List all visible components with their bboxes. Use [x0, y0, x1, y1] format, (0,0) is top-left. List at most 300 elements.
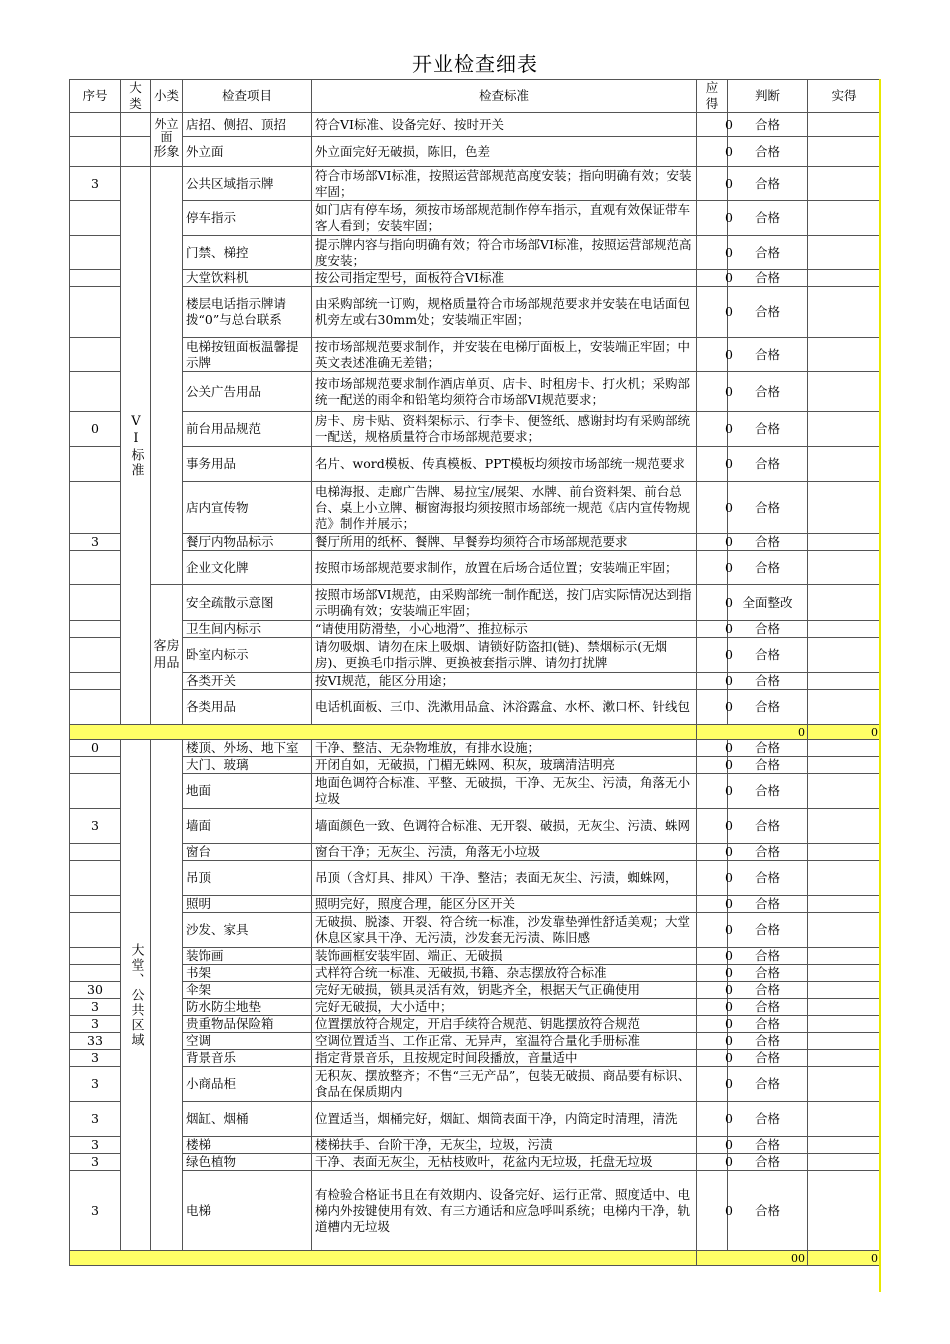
row-item: 外立面: [183, 137, 312, 167]
table-row: [70, 1033, 881, 1050]
row-score: 0: [697, 201, 728, 236]
row-judge: 合格: [728, 1137, 808, 1154]
row-standard: 按照市场部规范要求制作，放置在后场合适位置；安装端正牢固；: [312, 551, 697, 585]
row-actual: [808, 287, 881, 338]
row-score: 0: [697, 137, 728, 167]
row-item: 卫生间内标示: [183, 621, 312, 638]
row-actual: [808, 201, 881, 236]
header-item: 检查项目: [183, 80, 312, 113]
row-item: 餐厅内物品标示: [183, 534, 312, 551]
subcategory-image: [151, 113, 183, 167]
row-item: 墙面: [183, 809, 312, 844]
subtotal-row: [70, 1251, 881, 1266]
category-empty: [121, 113, 151, 137]
row-seq: [70, 338, 121, 372]
row-item: 小商品柜: [183, 1067, 312, 1102]
row-seq: 0: [70, 412, 121, 447]
row-judge: 合格: [728, 638, 808, 673]
row-seq: 30: [70, 982, 121, 999]
category-vi: VI标准: [121, 167, 151, 725]
row-actual: [808, 1033, 881, 1050]
table-row: [70, 913, 881, 948]
row-actual: [808, 948, 881, 965]
row-score: 0: [697, 844, 728, 861]
row-standard: 完好无破损，锁具灵活有效，钥匙齐全，根据天气正确使用: [312, 982, 697, 999]
row-judge: 合格: [728, 113, 808, 137]
row-score: 0: [697, 861, 728, 896]
row-score: 0: [697, 412, 728, 447]
row-standard: 有检验合格证书且在有效期内、设备完好、运行正常、照度适中、电梯内外按键使用有效、有三方通话和应急呼叫系统；电梯内干净，轨道槽内无垃圾: [312, 1171, 697, 1251]
row-judge: 合格: [728, 201, 808, 236]
row-seq: [70, 270, 121, 287]
row-standard: 房卡、房卡贴、资料架标示、行李卡、便签纸、感谢封均有采购部统一配送，规格质量符合市场部规范要求；: [312, 412, 697, 447]
row-judge: 合格: [728, 1050, 808, 1067]
row-judge: 合格: [728, 844, 808, 861]
header-category: 大类: [121, 80, 151, 113]
row-judge: 合格: [728, 1067, 808, 1102]
subcategory-room: 客房用品: [151, 585, 183, 725]
row-seq: 0: [70, 740, 121, 757]
row-score: 0: [697, 774, 728, 809]
row-score: 0: [697, 236, 728, 270]
table-row: [70, 1050, 881, 1067]
inspection-table: [69, 79, 881, 1266]
row-score: 0: [697, 673, 728, 690]
subcategory-empty: [151, 740, 183, 1251]
table-row: [70, 1102, 881, 1137]
row-score: 0: [697, 551, 728, 585]
table-row: [70, 534, 881, 551]
row-standard: 按照市场部VI规范，由采购部统一制作配送，按门店实际情况达到指示明确有效；安装端正牢固；: [312, 585, 697, 621]
row-judge: 合格: [728, 757, 808, 774]
row-seq: [70, 447, 121, 482]
row-item: 前台用品规范: [183, 412, 312, 447]
row-judge: 合格: [728, 1171, 808, 1251]
subcategory-empty: [151, 167, 183, 585]
row-seq: 3: [70, 1137, 121, 1154]
header-row: [70, 80, 881, 113]
row-actual: [808, 113, 881, 137]
row-actual: [808, 913, 881, 948]
row-judge: 合格: [728, 1016, 808, 1033]
table-row: [70, 861, 881, 896]
row-standard: 符合VI标准、设备完好、按时开关: [312, 113, 697, 137]
row-judge: 合格: [728, 913, 808, 948]
row-standard: 开闭自如，无破损，门楣无蛛网、积灰，玻璃清洁明亮: [312, 757, 697, 774]
row-seq: [70, 287, 121, 338]
row-standard: 墙面颜色一致、色调符合标准、无开裂、破损，无灰尘、污渍、蛛网: [312, 809, 697, 844]
row-judge: 合格: [728, 621, 808, 638]
row-score: 0: [697, 447, 728, 482]
row-item: 贵重物品保险箱: [183, 1016, 312, 1033]
row-seq: 3: [70, 1102, 121, 1137]
header-subcategory: 小类: [151, 80, 183, 113]
row-actual: [808, 1171, 881, 1251]
row-actual: [808, 896, 881, 913]
row-judge: 合格: [728, 482, 808, 534]
row-judge: 合格: [728, 965, 808, 982]
row-judge: 合格: [728, 948, 808, 965]
table-row: [70, 844, 881, 861]
table-row: [70, 1154, 881, 1171]
row-standard: 由采购部统一订购，规格质量符合市场部规范要求并安装在电话面包机旁左或右30mm处；安装端正牢固；: [312, 287, 697, 338]
row-standard: 如门店有停车场，须按市场部规范制作停车指示，直观有效保证带车客人看到；安装牢固；: [312, 201, 697, 236]
subtotal-spacer: [70, 725, 697, 740]
row-seq: 3: [70, 999, 121, 1016]
row-score: 0: [697, 113, 728, 137]
row-item: 空调: [183, 1033, 312, 1050]
row-judge: 合格: [728, 338, 808, 372]
table-row: [70, 740, 881, 757]
row-actual: [808, 638, 881, 673]
subcategory-image-label: 形象: [153, 145, 180, 160]
row-score: 0: [697, 690, 728, 725]
row-score: 0: [697, 287, 728, 338]
table-row: [70, 809, 881, 844]
row-actual: [808, 1102, 881, 1137]
row-seq: [70, 913, 121, 948]
row-seq: [70, 774, 121, 809]
row-standard: 电话机面板、三巾、洗漱用品盒、沐浴露盒、水杯、漱口杯、针线包: [312, 690, 697, 725]
row-seq: [70, 621, 121, 638]
category-empty: [121, 137, 151, 167]
row-standard: 无破损、脱漆、开裂、符合统一标准，沙发靠垫弹性舒适美观；大堂休息区家具干净、无污渍，沙发套无污渍、陈旧感: [312, 913, 697, 948]
row-judge: 合格: [728, 809, 808, 844]
row-item: 照明: [183, 896, 312, 913]
row-score: 0: [697, 740, 728, 757]
row-standard: 名片、word模板、传真模板、PPT模板均须按市场部统一规范要求: [312, 447, 697, 482]
row-seq: [70, 551, 121, 585]
row-score: 0: [697, 896, 728, 913]
row-standard: 楼梯扶手、台阶干净，无灰尘，垃圾，污渍: [312, 1137, 697, 1154]
table-row: [70, 1171, 881, 1251]
table-row: [70, 447, 881, 482]
table-row: [70, 896, 881, 913]
row-seq: 3: [70, 1016, 121, 1033]
row-standard: 提示牌内容与指向明确有效；符合市场部VI标准，按照运营部规范高度安装；: [312, 236, 697, 270]
table-row: [70, 338, 881, 372]
row-judge: 合格: [728, 287, 808, 338]
row-score: 0: [697, 999, 728, 1016]
row-score: 0: [697, 534, 728, 551]
row-judge: 合格: [728, 896, 808, 913]
row-seq: [70, 638, 121, 673]
row-judge: 合格: [728, 1154, 808, 1171]
header-standard: 检查标准: [312, 80, 697, 113]
row-item: 装饰画: [183, 948, 312, 965]
row-item: 沙发、家具: [183, 913, 312, 948]
row-judge: 全面整改: [728, 585, 808, 621]
row-item: 大堂饮料机: [183, 270, 312, 287]
table-row: [70, 201, 881, 236]
row-item: 电梯: [183, 1171, 312, 1251]
row-standard: 请勿吸烟、请勿在床上吸烟、请锁好防盗扣(链)、禁烟标示(无烟房)、更换毛巾指示牌、更换被套指示牌、请勿打扰牌: [312, 638, 697, 673]
row-seq: [70, 861, 121, 896]
row-seq: [70, 673, 121, 690]
table-row: [70, 1137, 881, 1154]
row-seq: [70, 137, 121, 167]
row-item: 楼顶、外场、地下室: [183, 740, 312, 757]
row-seq: [70, 965, 121, 982]
row-seq: 3: [70, 1050, 121, 1067]
row-item: 防水防尘地垫: [183, 999, 312, 1016]
row-seq: [70, 372, 121, 412]
table-row: [70, 137, 881, 167]
row-standard: 按市场部规范要求制作酒店单页、店卡、时租房卡、打火机；采购部统一配送的雨伞和铅笔均须符合市场部VI规范要求；: [312, 372, 697, 412]
row-item: 电梯按钮面板温馨提示牌: [183, 338, 312, 372]
row-judge: 合格: [728, 861, 808, 896]
subtotal-actual: 0: [808, 725, 881, 740]
row-score: 0: [697, 638, 728, 673]
row-judge: 合格: [728, 447, 808, 482]
row-seq: [70, 482, 121, 534]
row-item: 安全疏散示意图: [183, 585, 312, 621]
row-item: 楼梯: [183, 1137, 312, 1154]
row-actual: [808, 740, 881, 757]
row-item: 绿色植物: [183, 1154, 312, 1171]
row-seq: 3: [70, 809, 121, 844]
row-actual: [808, 338, 881, 372]
row-standard: 按公司指定型号，面板符合VI标准: [312, 270, 697, 287]
row-score: 0: [697, 1171, 728, 1251]
row-seq: [70, 757, 121, 774]
row-standard: 地面色调符合标准、平整、无破损，干净、无灰尘、污渍，角落无小垃圾: [312, 774, 697, 809]
row-seq: [70, 948, 121, 965]
subtotal-row: [70, 725, 881, 740]
row-item: 店招、侧招、顶招: [183, 113, 312, 137]
row-score: 0: [697, 270, 728, 287]
row-seq: [70, 201, 121, 236]
row-score: 0: [697, 757, 728, 774]
row-score: 0: [697, 1154, 728, 1171]
row-item: 伞架: [183, 982, 312, 999]
header-judge: 判断: [728, 80, 808, 113]
table-row: [70, 287, 881, 338]
row-actual: [808, 167, 881, 201]
header-seq: 序号: [70, 80, 121, 113]
table-row: [70, 999, 881, 1016]
table-row: [70, 965, 881, 982]
table-row: [70, 757, 881, 774]
row-score: 0: [697, 982, 728, 999]
subtotal-score: 00: [697, 1251, 808, 1266]
row-standard: 位置摆放符合规定，开启手续符合规范、钥匙摆放符合规范: [312, 1016, 697, 1033]
subcategory-facade-label: 外立面: [154, 117, 179, 144]
row-judge: 合格: [728, 412, 808, 447]
row-score: 0: [697, 585, 728, 621]
row-score: 0: [697, 1016, 728, 1033]
header-actual: 实得: [808, 80, 881, 113]
row-seq: [70, 690, 121, 725]
row-score: 0: [697, 1137, 728, 1154]
row-judge: 合格: [728, 982, 808, 999]
row-actual: [808, 673, 881, 690]
row-standard: 位置适当，烟桶完好，烟缸、烟筒表面干净，内筒定时清理，清洗: [312, 1102, 697, 1137]
row-score: 0: [697, 1050, 728, 1067]
row-standard: 吊顶（含灯具、排风）干净、整洁；表面无灰尘、污渍，蜘蛛网，: [312, 861, 697, 896]
row-actual: [808, 965, 881, 982]
row-judge: 合格: [728, 999, 808, 1016]
row-judge: 合格: [728, 673, 808, 690]
row-actual: [808, 861, 881, 896]
row-actual: [808, 1137, 881, 1154]
subtotal-score: 0: [697, 725, 808, 740]
row-actual: [808, 999, 881, 1016]
row-item: 窗台: [183, 844, 312, 861]
row-standard: 按市场部规范要求制作，并安装在电梯厅面板上，安装端正牢固；中英文表述准确无差错；: [312, 338, 697, 372]
row-item: 店内宣传物: [183, 482, 312, 534]
row-judge: 合格: [728, 551, 808, 585]
row-judge: 合格: [728, 236, 808, 270]
table-row: [70, 638, 881, 673]
table-row: [70, 774, 881, 809]
row-standard: 装饰画框安装牢固、端正、无破损: [312, 948, 697, 965]
row-score: 0: [697, 167, 728, 201]
row-item: 停车指示: [183, 201, 312, 236]
row-score: 0: [697, 948, 728, 965]
table-row: [70, 690, 881, 725]
header-score: 应得: [697, 80, 728, 113]
row-seq: [70, 113, 121, 137]
row-actual: [808, 447, 881, 482]
row-score: 0: [697, 809, 728, 844]
row-standard: 空调位置适当、工作正常、无异声，室温符合量化手册标准: [312, 1033, 697, 1050]
row-actual: [808, 844, 881, 861]
row-item: 公共区域指示牌: [183, 167, 312, 201]
row-item: 卧室内标示: [183, 638, 312, 673]
row-actual: [808, 137, 881, 167]
row-actual: [808, 982, 881, 999]
row-seq: 3: [70, 534, 121, 551]
category-lobby: 大堂、公共区域: [121, 740, 151, 1251]
table-row: [70, 673, 881, 690]
row-seq: [70, 585, 121, 621]
row-standard: 窗台干净；无灰尘、污渍，角落无小垃圾: [312, 844, 697, 861]
table-row: [70, 372, 881, 412]
row-standard: 干净、表面无灰尘，无枯枝败叶，花盆内无垃圾，托盘无垃圾: [312, 1154, 697, 1171]
table-row: [70, 1016, 881, 1033]
row-actual: [808, 534, 881, 551]
row-standard: 按VI规范，能区分用途；: [312, 673, 697, 690]
table-row: [70, 236, 881, 270]
page-title: 开业检查细表: [412, 52, 538, 76]
table-row: [70, 551, 881, 585]
row-item: 事务用品: [183, 447, 312, 482]
row-item: 各类开关: [183, 673, 312, 690]
row-standard: “请使用防滑垫，小心地滑”、推拉标示: [312, 621, 697, 638]
row-item: 背景音乐: [183, 1050, 312, 1067]
row-judge: 合格: [728, 740, 808, 757]
row-seq: 3: [70, 167, 121, 201]
row-actual: [808, 1154, 881, 1171]
row-standard: 餐厅所用的纸杯、餐牌、早餐券均须符合市场部规范要求: [312, 534, 697, 551]
table-row: [70, 482, 881, 534]
row-standard: 指定背景音乐，且按规定时间段播放，音量适中: [312, 1050, 697, 1067]
row-item: 各类用品: [183, 690, 312, 725]
row-judge: 合格: [728, 1102, 808, 1137]
row-score: 0: [697, 965, 728, 982]
row-seq: 3: [70, 1171, 121, 1251]
row-item: 企业文化牌: [183, 551, 312, 585]
row-item: 楼层电话指示牌请拨“0”与总台联系: [183, 287, 312, 338]
row-seq: [70, 844, 121, 861]
row-standard: 外立面完好无破损，陈旧，色差: [312, 137, 697, 167]
row-score: 0: [697, 1102, 728, 1137]
row-standard: 式样符合统一标准、无破损,书籍、杂志摆放符合标准: [312, 965, 697, 982]
row-actual: [808, 482, 881, 534]
table-row: [70, 113, 881, 137]
row-judge: 合格: [728, 270, 808, 287]
row-item: 烟缸、烟桶: [183, 1102, 312, 1137]
row-judge: 合格: [728, 690, 808, 725]
table-row: [70, 585, 881, 621]
row-item: 门禁、梯控: [183, 236, 312, 270]
table-row: [70, 270, 881, 287]
row-score: 0: [697, 338, 728, 372]
row-standard: 无积灰、摆放整齐；不售“三无产品”，包装无破损、商品要有标识、食品在保质期内: [312, 1067, 697, 1102]
table-row: [70, 948, 881, 965]
row-item: 大门、玻璃: [183, 757, 312, 774]
row-seq: 33: [70, 1033, 121, 1050]
table-row: [70, 621, 881, 638]
row-actual: [808, 774, 881, 809]
row-actual: [808, 1067, 881, 1102]
row-judge: 合格: [728, 372, 808, 412]
row-item: 吊顶: [183, 861, 312, 896]
row-standard: 电梯海报、走廊广告牌、易拉宝/展架、水牌、前台资料架、前台总台、桌上小立牌、橱窗海报均须按照市场部统一规范《店内宣传物规范》制作并展示；: [312, 482, 697, 534]
row-score: 0: [697, 482, 728, 534]
row-seq: [70, 896, 121, 913]
row-item: 公关广告用品: [183, 372, 312, 412]
row-judge: 合格: [728, 137, 808, 167]
row-seq: [70, 236, 121, 270]
row-standard: 符合市场部VI标准，按照运营部规范高度安装；指向明确有效；安装牢固；: [312, 167, 697, 201]
row-actual: [808, 757, 881, 774]
row-score: 0: [697, 1067, 728, 1102]
row-seq: 3: [70, 1154, 121, 1171]
highlight-edge: [879, 79, 881, 1292]
subtotal-spacer: [70, 1251, 697, 1266]
row-actual: [808, 372, 881, 412]
row-actual: [808, 236, 881, 270]
table-row: [70, 412, 881, 447]
table-row: [70, 1067, 881, 1102]
row-actual: [808, 809, 881, 844]
row-score: 0: [697, 913, 728, 948]
row-standard: 照明完好，照度合理，能区分区开关: [312, 896, 697, 913]
row-standard: 干净、整洁、无杂物堆放，有排水设施；: [312, 740, 697, 757]
row-score: 0: [697, 621, 728, 638]
row-judge: 合格: [728, 167, 808, 201]
row-item: 书架: [183, 965, 312, 982]
row-judge: 合格: [728, 534, 808, 551]
row-actual: [808, 585, 881, 621]
row-actual: [808, 690, 881, 725]
row-actual: [808, 1016, 881, 1033]
row-standard: 完好无破损，大小适中；: [312, 999, 697, 1016]
row-judge: 合格: [728, 1033, 808, 1050]
row-actual: [808, 412, 881, 447]
row-score: 0: [697, 1033, 728, 1050]
subtotal-actual: 0: [808, 1251, 881, 1266]
row-actual: [808, 621, 881, 638]
row-judge: 合格: [728, 774, 808, 809]
row-seq: 3: [70, 1067, 121, 1102]
row-actual: [808, 551, 881, 585]
table-row: [70, 982, 881, 999]
row-item: 地面: [183, 774, 312, 809]
table-row: [70, 167, 881, 201]
